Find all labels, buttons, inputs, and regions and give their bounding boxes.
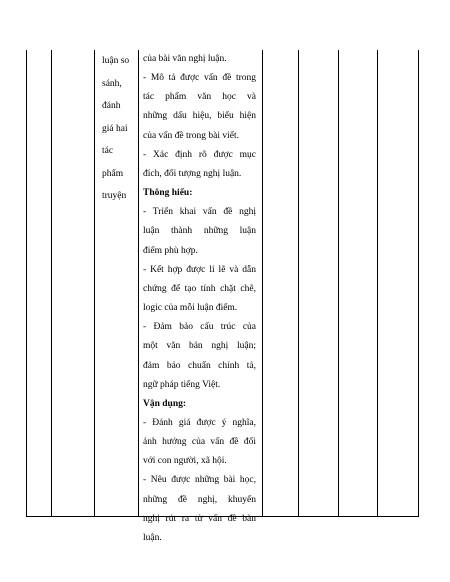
text-line: logic của mỗi luận điểm. [143, 303, 238, 314]
text-line: ngữ pháp tiếng Việt. [143, 379, 221, 390]
text-line: - Đánh giá được ý nghĩa, [143, 417, 256, 428]
text-line: của vấn đề trong bài viết. [143, 130, 240, 141]
table-col-divider-1 [51, 50, 52, 517]
text-line: tác phẩm văn học và [143, 92, 256, 103]
table-col-divider-5 [298, 50, 299, 517]
content-column-label [102, 50, 136, 208]
text-line: chứng để tạo tính chặt chẽ, [143, 283, 256, 294]
text-line: truyện [102, 191, 127, 201]
text-line: nghị rút ra từ vấn đề bàn [143, 513, 256, 524]
text-line: luận. [143, 532, 162, 543]
text-line: điểm phù hợp. [143, 245, 198, 256]
text-line: - Xác định rõ được mục [143, 149, 256, 160]
text-line: luận so [102, 56, 130, 66]
table-col-divider-2 [94, 50, 95, 517]
table-border-right [418, 50, 419, 517]
text-line: ảnh hưởng của vấn đề đối [143, 437, 256, 448]
text-line: tác [102, 146, 114, 156]
text-line: những đề nghị, khuyến [143, 494, 256, 505]
text-line: một văn bản nghị luận; [143, 341, 256, 352]
text-line: - Triển khai vấn đề nghị [143, 207, 256, 218]
text-line: với con người, xã hội. [143, 456, 227, 467]
text-line: - Mô tả được vấn đề trong [143, 73, 256, 84]
requirements-column [143, 50, 256, 548]
text-line: phẩm [102, 168, 124, 179]
text-line: giá hai [102, 123, 128, 134]
table-col-divider-6 [338, 50, 339, 517]
text-line: đảm bảo chuẩn chính tả, [143, 360, 256, 371]
text-line: - Đảm bảo cấu trúc của [143, 322, 256, 333]
text-line: - Kết hợp được lí lẽ và dẫn [143, 264, 256, 275]
table-col-divider-4 [262, 50, 263, 517]
text-line: sánh, [102, 78, 122, 89]
table-border-left [26, 50, 27, 517]
table-col-divider-7 [377, 50, 378, 517]
text-line: của bài văn nghị luận. [143, 54, 227, 64]
section-heading-comprehension: Thông hiểu: [143, 188, 193, 199]
text-line: đánh [102, 101, 121, 111]
text-line: luận thành những luận [143, 226, 256, 237]
text-line: - Nêu được những bài học, [143, 475, 256, 486]
section-heading-application: Vận dụng: [143, 398, 187, 409]
text-line: những dấu hiệu, biểu hiện [143, 111, 256, 122]
text-line: đích, đối tượng nghị luận. [143, 168, 242, 179]
table-col-divider-3 [138, 50, 139, 517]
